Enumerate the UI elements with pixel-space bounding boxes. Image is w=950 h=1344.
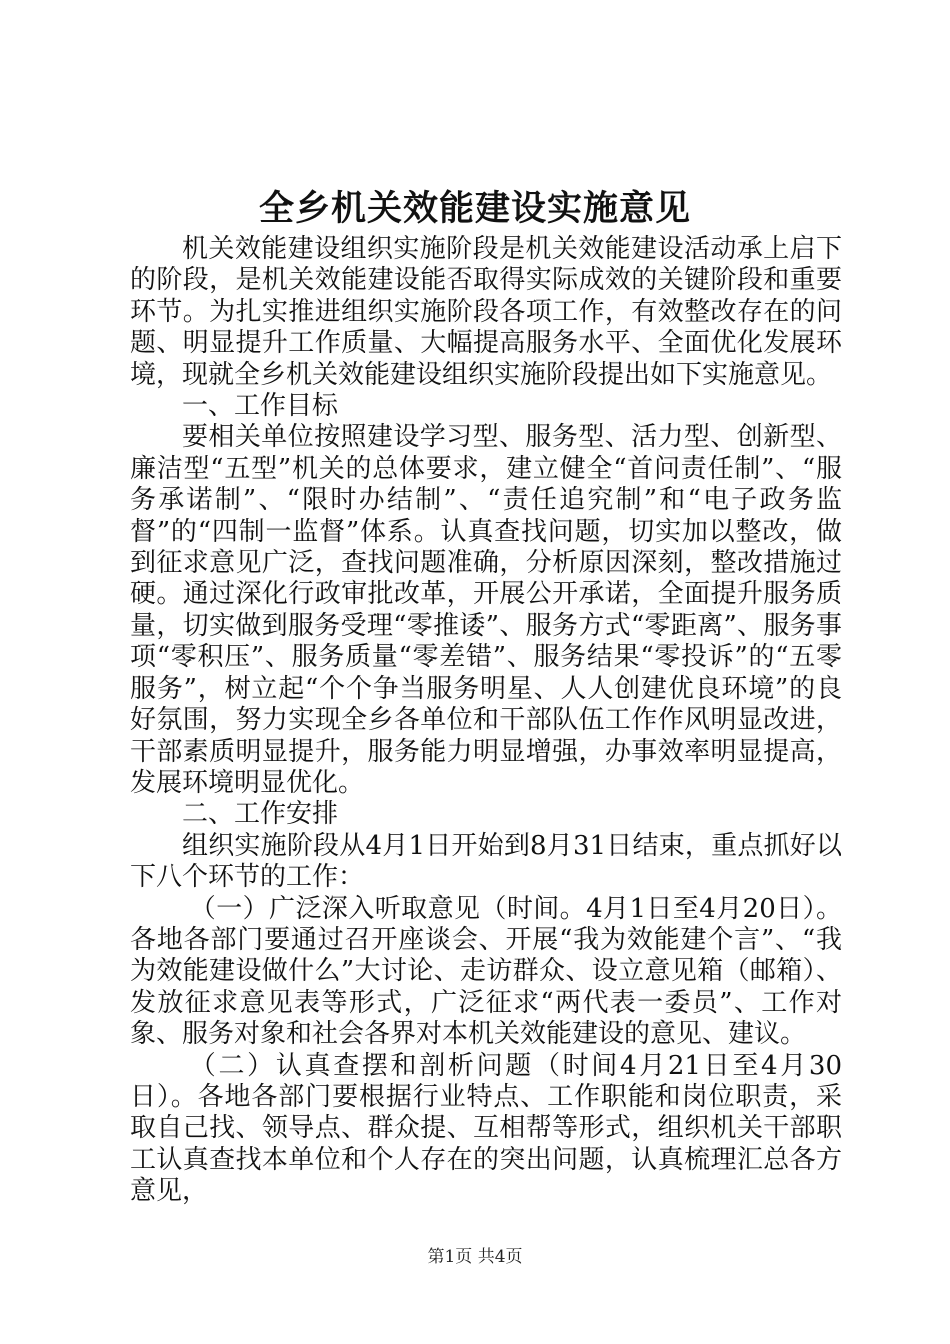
intro-paragraph: 机关效能建设组织实施阶段是机关效能建设活动承上启下的阶段，是机关效能建设能否取得实际成效的关键阶段和重要环节。为扎实推进组织实施阶段各项工作，有效整改存在的问题、明显提升工作质量、大幅提高服务水平、全面优化发展环境，现就全乡机关效能建设组织实施阶段提出如下实施意见。 (130, 234, 842, 390)
arrangements-paragraph: 组织实施阶段从4月1日开始到8月31日结束，重点抓好以下八个环节的工作： (130, 830, 842, 893)
document-title: 全乡机关效能建设实施意见 (258, 188, 691, 229)
document-body (130, 234, 842, 1208)
item-two-paragraph: （二）认真查摆和剖析问题（时间4月21日至4月30日）。各地各部门要根据行业特点、工作职能和岗位职责，采取自己找、领导点、群众提、互相帮等形式，组织机关干部职工认真查找本单位和个人存在的突出问题，认真梳理汇总各方意见， (130, 1050, 842, 1207)
page-footer: 第1页 共4页 (427, 1247, 523, 1267)
goals-paragraph: 要相关单位按照建设学习型、服务型、活力型、创新型、廉洁型“五型”机关的总体要求，建立健全“首问责任制”、“服务承诺制”、“限时办结制”、“责任追究制”和“电子政务监督”的“四制一监督”体系。认真查找问题，切实加以整改，做到征求意见广泛，查找问题准确，分析原因深刻，整改措施过硬。通过深化行政审批改革，开展公开承诺，全面提升服务质量，切实做到服务受理“零推诿”、服务方式“零距离”、服务事项“零积压”、服务质量“零差错”、服务结果“零投诉”的“五零服务”，树立起“个个争当服务明星、人人创建优良环境”的良好氛围，努力实现全乡各单位和干部队伍工作作风明显改进，干部素质明显提升，服务能力明显增强，办事效率明显提高，发展环境明显优化。 (130, 422, 842, 798)
item-one-paragraph: （一）广泛深入听取意见（时间。4月1日至4月20日）。各地各部门要通过召开座谈会、开展“我为效能建个言”、“我为效能建设做什么”大讨论、走访群众、设立意见箱（邮箱）、发放征求意见表等形式，广泛征求“两代表一委员”、工作对象、服务对象和社会各界对本机关效能建设的意见、建议。 (130, 893, 842, 1050)
section-heading-goals: 一、工作目标 (182, 391, 339, 422)
section-heading-arrangements: 二、工作安排 (182, 799, 339, 830)
